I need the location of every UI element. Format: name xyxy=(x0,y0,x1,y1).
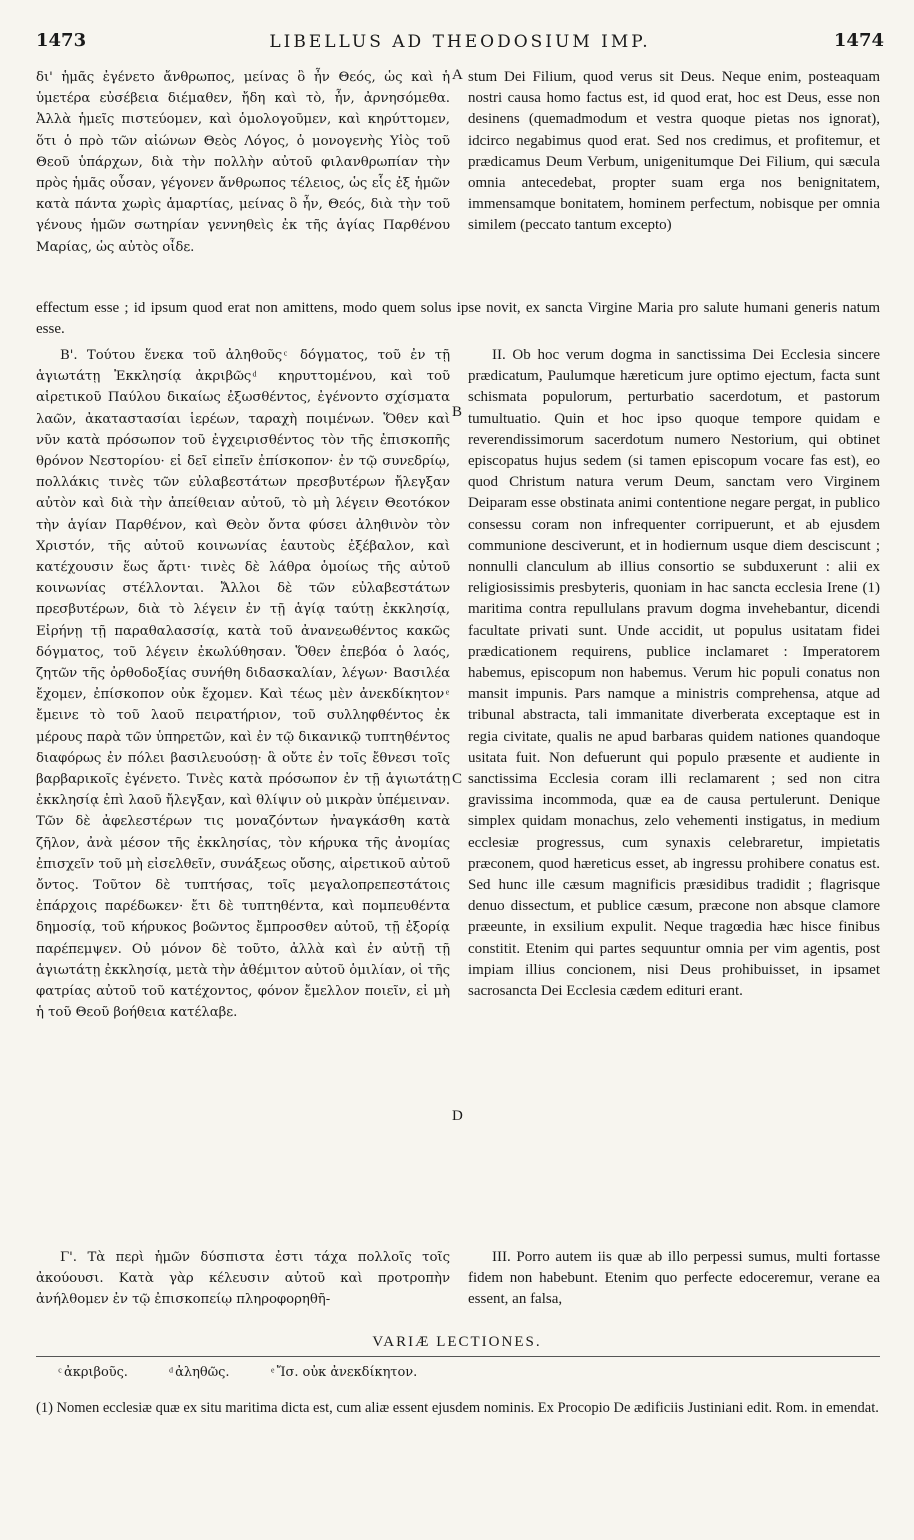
greek-paragraph: Β'. Τούτου ἕνεκα τοῦ ἀληθοῦς ͨ δόγματος, τοῦ ἐν τῇ ἁγιωτάτῃ Ἐκκλησίᾳ ἀκριβῶς ͩ κηρυττομένου, καὶ τοῦ αἱρετικοῦ Παύλου δικαίως ἐξωσθέντος, ἐγένοντο σχίσματα λαῶν, ἀκαταστασίαι ἱερέων, ταραχὴ ποιμένων. Ὅθεν καὶ νῦν κατὰ πρόσωπον τοῦ ἐγχειρισθέντος τὸν τῆς ἐπισκοπῆς θρόνον Νεστορίου· εἰ δεῖ εἰπεῖν ἐπίσκοπον· ἐν τῷ συνεδρίῳ, πολλάκις τινὲς τῶν εὐλαβεστάτων πρεσβυτέρων ἤλεγξαν αὐτὸν καὶ διὰ τὴν ἀπείθειαν αὐτοῦ, τὸ μὴ λέγειν Θεοτόκον τὴν ἁγίαν Παρθένον, καὶ Θεὸν ὄντα φύσει ἀληθινὸν τὸν Χριστόν, τῆς αὐτοῦ κοινωνίας ἑαυτοὺς ἐξέβαλον, καὶ κατέχουσιν ἕως ἄρτι· τινὲς δὲ λάθρα ὁμοίως τῆς αὐτοῦ κοινωνίας στέλλονται. Ἄλλοι δὲ τῶν εὐλαβεστάτων πρεσβυτέρων, διὰ τὸ λέγειν ἐν τῇ ἁγίᾳ ταύτῃ ἐκκλησίᾳ, Εἰρήνῃ τῇ παραθαλασσίᾳ, κατὰ τοῦ ἀνανεωθέντος κακῶς δόγματος, τοῦ λέγειν ἐκωλύθησαν. Ὅθεν ἐπεβόα ὁ λαός, ζητῶν τῆς ὀρθοδοξίας συνήθη διδασκαλίαν, λέγων· Βασιλέα ἔχομεν, ἐπίσκοπον οὐκ ἔχομεν. Καὶ τέως μὲν ἀνεκδίκητον ͤ ἔμεινε τὸ τοῦ λαοῦ πειρατήριον, τοῦ συλληφθέντος ἐκ μέρους παρὰ τῶν ὑπηρετῶν, καὶ ἐν τῷ δικανικῷ τυπτηθέντος διαφόρως ἐν πόλει βασιλευούσῃ· ἃ οὔτε ἐν τοῖς ἔθνεσι τοῖς βαρβαρικοῖς ἐγένετο. Τινὲς κατὰ πρόσωπον ἐν τῇ ἁγιωτάτῃ ἐκκλησίᾳ ἐπὶ λαοῦ ἤλεγξαν, καὶ θλίψιν οὐ μικρὰν ὑπέμειναν. Τῶν δὲ ἀφελεστέρων τις μοναζόντων ἠναγκάσθη κατὰ ζῆλον, ἀνὰ μέσον τῆς ἐκκλησίας, τὸν κήρυκα τῆς ἀνομίας ἐπισχεῖν τοῦ μὴ εἰσελθεῖν, συνάξεως οὔσης, αἱρετικοῦ αὐτοῦ ὄντος. Τοῦτον δὲ τυπτήσας, τοῖς μεγαλοπρεπεστάτοις ἐπάρχοις παρέδωκεν· ἔτι δὲ τυπτηθέντα, καὶ πομπευθέντα δημοσίᾳ, τοῦ κήρυκος βοῶντος ἔμπροσθεν αὐτοῦ, τῇ ἐξορίᾳ παρέπεμψεν. Οὐ μόνον δὲ τοῦτο, ἀλλὰ καὶ ἐν αὐτῇ τῇ ἁγιωτάτῃ ἐκκλησίᾳ, μετὰ τὴν ἀθέμιτον αὐτοῦ ὁμιλίαν, οἱ τῆς φατρίας αὐτοῦ τοῦ κατέχοντος, φόνον ἔμελλον ποιεῖν, εἰ μὴ ἡ τοῦ Θεοῦ βοήθεια κατέλαβε. xyxy=(36,348,450,1021)
page-number-right: 1474 xyxy=(833,30,884,51)
margin-letter-c: C xyxy=(452,771,463,787)
greek-paragraph: δι' ἡμᾶς ἐγένετο ἄνθρωπος, μείνας ὃ ἦν Θεός, ὡς καὶ ἡ ὑμετέρα εὐσέβεια διέμαθεν, ἤδη καὶ τὸ, ἦν, ἀρνησόμεθα. Ἀλλὰ ἡμεῖς πιστεύομεν, καὶ ὁμολογοῦμεν, καὶ κηρύττομεν, ὅτι ὁ πρὸ τῶν αἰώνων Θεὸς Λόγος, ὁ μονογενὴς Υἱὸς τοῦ Θεοῦ ὑπάρχων, διὰ τὴν πολλὴν αὐτοῦ φιλανθρωπίαν τὴν πρὸς ἡμᾶς οὖσαν, γέγονεν ἄνθρωπος τέλειος, ὡς εἷς ἐξ ἡμῶν κατὰ πάντα χωρὶς ἁμαρτίας, μείνας ὃ ἦν, Θεός, διὰ τὴν τοῦ γένους ἡμῶν σωτηρίαν γεννηθεὶς ἐκ τῆς ἁγίας Παρθένου Μαρίας, ὡς αὐτὸς οἶδε. xyxy=(36,70,450,255)
margin-letter-a: A xyxy=(452,67,463,83)
page-number-left: 1473 xyxy=(36,30,87,51)
greek-paragraph: Γ'. Τὰ περὶ ἡμῶν δύσπιστα ἐστι τάχα πολλοῖς τοῖς ἀκούουσι. Κατὰ γὰρ κέλευσιν αὐτοῦ καὶ προτροπὴν ἀνήλθομεν ἐν τῷ ἐπισκοπείῳ πληροφορηθῆ- xyxy=(36,1250,450,1308)
latin-column-block-1 xyxy=(468,67,880,299)
latin-full-width-continuation: effectum esse ; id ipsum quod erat non amittens, modo quem solus ipse novit, ex sancta Virgine Maria pro salute humani generis natum esse. xyxy=(36,300,880,338)
margin-letter-d: D xyxy=(452,1108,463,1124)
latin-paragraph: III. Porro autem iis quæ ab illo perpessi sumus, multi fortasse fidem non habebunt. Etenim quo perfecte edoceremur, verane ea essent, an falsa, xyxy=(468,1249,880,1308)
variae-lectiones-heading: VARIÆ LECTIONES. xyxy=(372,1334,542,1350)
variant-reading: ͨ ἀκριβοῦς. xyxy=(60,1365,128,1380)
variant-reading: ͤ Ἴσ. οὐκ ἀνεκδίκητον. xyxy=(272,1365,418,1380)
variant-reading: ͩ ἀληθῶς. xyxy=(171,1365,230,1380)
margin-letter-b: B xyxy=(452,404,463,420)
latin-paragraph: stum Dei Filium, quod verus sit Deus. Neque enim, posteaquam nostri causa homo factus est, id quod erat, hoc est Deus, esse non desinens (quemadmodum et vestra quoque pietas nos ignorat), idcirco negabimus quod erat. Sed nos credimus, et profitemur, et prædicamus Deum Verbum, unigenitumque Dei Filium, qui sæcula omnia antecedebat, propter suam erga nos benignitatem, immensamque bonitatem, hominem perfectum, nobisque per omnia similem (peccato tantum excepto) xyxy=(468,69,880,234)
greek-column-block-3 xyxy=(36,1247,450,1317)
divider xyxy=(36,1356,880,1357)
greek-column-block-1 xyxy=(36,67,450,299)
variae-lectiones-list xyxy=(60,1364,880,1380)
latin-column-block-3 xyxy=(468,1247,880,1317)
footnote: (1) Nomen ecclesiæ quæ ex situ maritima dicta est, cum aliæ essent ejusdem nominis. Ex Procopio De ædificiis Justiniani edit. Rom. in emendat. xyxy=(36,1400,879,1416)
greek-column-block-2 xyxy=(36,345,450,1187)
page-header xyxy=(36,30,884,54)
running-title: LIBELLUS AD THEODOSIUM IMP. xyxy=(269,32,651,52)
latin-paragraph: II. Ob hoc verum dogma in sanctissima Dei Ecclesia sincere prædicatum, Paulumque hæreticum jure optimo ejectum, facta sunt schismata populorum, perturbatio sacerdotum, et pastorum tumultuatio. Quin et hoc ipso quoque tempore quidam e reverendissimorum sacerdotum numero Nestorium, qui obtinet episcopatus hujus sedem (si tamen episcopum vocare fas est), eo quod Christum natura verum Deum, sanctam vero Virginem Deiparam esse obstinata animi contentione negare pergat, in publico consessu coram non infrequenter corripuerunt, et ab ejusdem communione desciverunt, et in hodiernum usque diem desciscunt ; nonnulli clanculum ab illius consortio se subduxerunt : alii ex religiosissimis presbyteris, quoniam in hac sancta ecclesia Irene (1) maritima contra repullulans pravum dogma invehebantur, dicendi facultate privati sunt. Unde accidit, ut populus usitatam fidei prædicationem requirens, publice inclamaret : Imperatorem habemus, episcopum non habemus. Verum hic populi conatus non mansit impunis. Pars namque a ministris comprehensa, atque ad tribunal abstracta, tali immanitate diverberata exceptaque est in regia civitate, qualis ne apud barbaras quidem nationes quandoque usitata fuit. Non defuerunt qui populo præsente et audiente in sanctissima Ecclesia coram illi reclamarent ; sed non citra gravissima incommoda, quæ ea de causa pertulerunt. Denique simplex quidam monachus, zelo vehementi instigatus, in medium ecclesiæ progressus, cum synaxis celebraretur, impietatis præconem, quod hæreticus esset, ab ingressu prohibere conatus est. Sed hunc ille cæsum magnificis præsidibus tradidit ; flagrisque denuo dissectum, et publice cæsum, præcone non absque clamore præeunte, in exsilium expulit. Neque tragœdia hæc hisce finibus constitit. Etenim qui partes sequuntur omnia per vim agentis, post impiam illius concionem, nisi Deus prohibuisset, in ipsamet sacrosancta Dei Ecclesia cædem edituri erant. xyxy=(468,347,880,1000)
latin-column-block-2 xyxy=(468,345,880,1187)
